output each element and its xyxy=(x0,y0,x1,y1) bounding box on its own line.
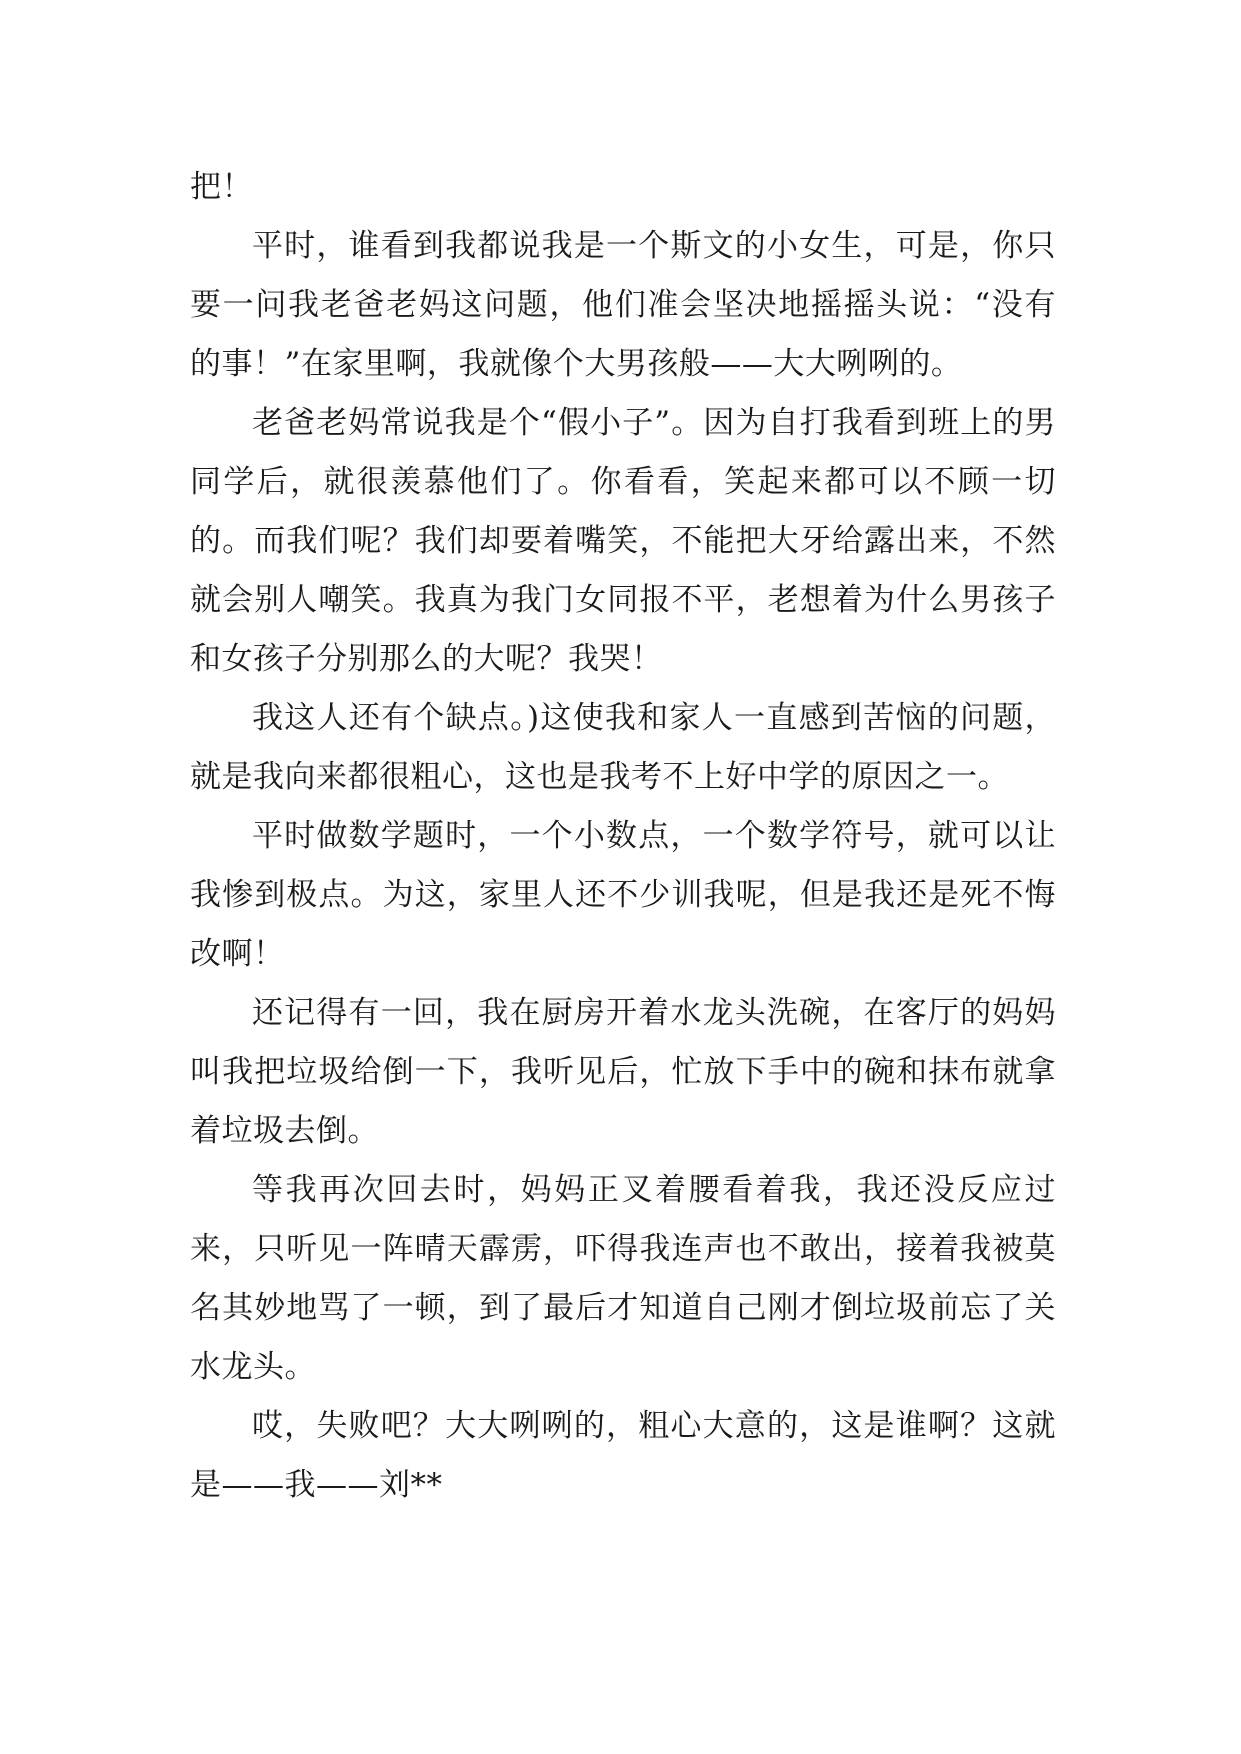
paragraph-2: 平时，谁看到我都说我是一个斯文的小女生，可是，你只要一问我老爸老妈这问题，他们准会坚决地摇摇头说：“没有的事！”在家里啊，我就像个大男孩般——大大咧咧的。 xyxy=(190,228,1056,382)
paragraph-7: 等我再次回去时，妈妈正叉着腰看着我，我还没反应过来，只听见一阵晴天霹雳，吓得我连声也不敢出，接着我被莫名其妙地骂了一顿，到了最后才知道自己刚才倒垃圾前忘了关水龙头。 xyxy=(190,1172,1056,1385)
paragraph-6: 还记得有一回，我在厨房开着水龙头洗碗，在客厅的妈妈叫我把垃圾给倒一下，我听见后，忙放下手中的碗和抹布就拿着垃圾去倒。 xyxy=(190,995,1056,1149)
paragraph-4: 我这人还有个缺点。)这使我和家人一直感到苦恼的问题，就是我向来都很粗心，这也是我考不上好中学的原因之一。 xyxy=(190,700,1056,795)
paragraph-1: 把！ xyxy=(190,169,253,205)
paragraph-3: 老爸老妈常说我是个“假小子”。因为自打我看到班上的男同学后，就很羡慕他们了。你看看，笑起来都可以不顾一切的。而我们呢？我们却要着嘴笑，不能把大牙给露出来，不然就会别人嘲笑。我真为我门女同报不平，老想着为什么男孩子和女孩子分别那么的大呢？我哭！ xyxy=(190,405,1056,677)
paragraph-5: 平时做数学题时，一个小数点，一个数学符号，就可以让我惨到极点。为这，家里人还不少训我呢，但是我还是死不悔改啊！ xyxy=(190,818,1056,972)
paragraph-8: 哎，失败吧？大大咧咧的，粗心大意的，这是谁啊？这就是——我——刘** xyxy=(190,1408,1056,1503)
body-text xyxy=(190,158,1056,1515)
